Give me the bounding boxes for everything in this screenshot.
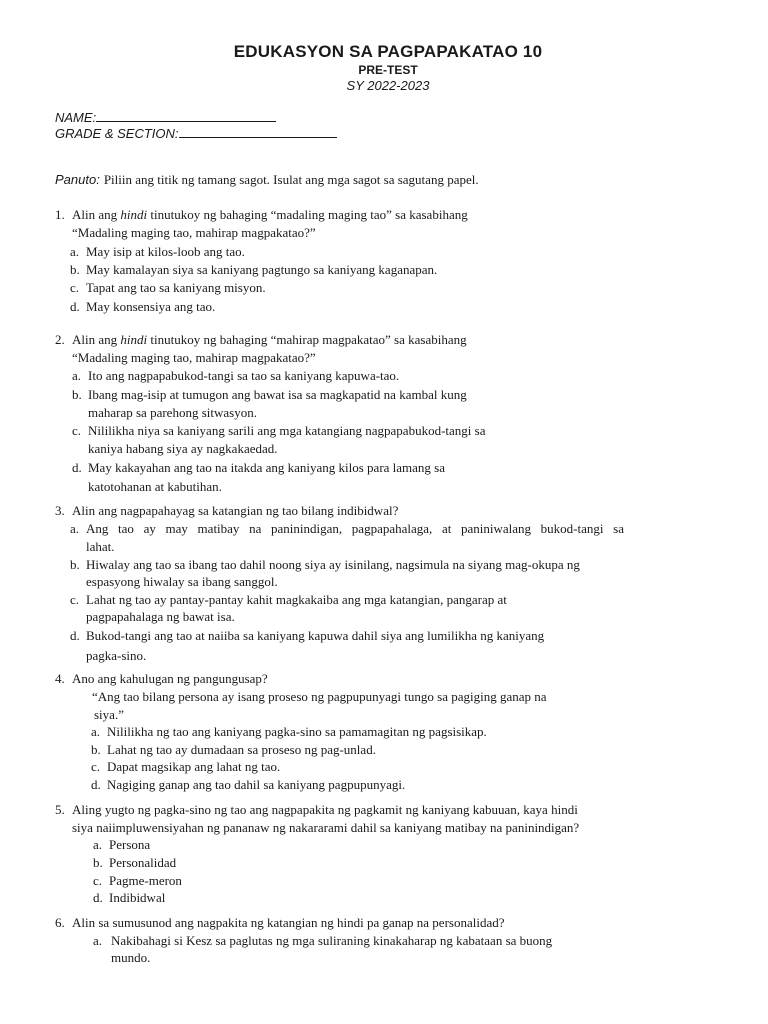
choice-text: May konsensiya ang tao.	[86, 299, 216, 314]
choice-text: Bukod-tangi ang tao at naiiba sa kaniyang kapuwa dahil siya ang lumilikha ng kaniyang	[86, 628, 545, 643]
choice-letter: d.	[70, 299, 80, 314]
question-stem: Alin ang nagpapahayag sa katangian ng tao bilang indibidwal?	[72, 503, 399, 518]
choice-text-cont: pagpapahalaga ng bawat isa.	[86, 609, 235, 624]
choice-letter: d.	[93, 890, 103, 905]
choice-letter: c.	[70, 592, 80, 607]
question-number: 3.	[55, 503, 65, 518]
choice-text-cont: kaniya habang siya ay nagkakaedad.	[88, 441, 278, 456]
choice-letter: d.	[91, 777, 101, 792]
choice-text: May isip at kilos-loob ang tao.	[86, 244, 245, 259]
choice-text: Lahat ng tao ay pantay-pantay kahit magkakaiba ang mga katangian, pangarap at	[86, 592, 507, 607]
test-type: PRE-TEST	[358, 63, 418, 77]
choice-letter: a.	[93, 933, 103, 948]
choice-text: Ibang mag-isip at tumugon ang bawat isa sa magkapatid na kambal kung	[88, 387, 467, 402]
choice-text-cont: lahat.	[86, 539, 115, 554]
choice-text: Lahat ng tao ay dumadaan sa proseso ng pag-unlad.	[107, 742, 376, 757]
grade-section-blank	[179, 125, 337, 138]
question-number: 5.	[55, 802, 65, 817]
question-stem: Ano ang kahulugan ng pangungusap?	[72, 671, 268, 686]
choice-text-cont: espasyong hiwalay sa ibang sanggol.	[86, 574, 278, 589]
choice-text: Tapat ang tao sa kaniyang misyon.	[86, 280, 266, 295]
name-label: NAME:	[55, 110, 97, 125]
question-stem-line2: siya naiimpluwensiyahan ng pananaw ng nakararami dahil sa kaniyang matibay na paninindigan?	[72, 820, 580, 835]
school-year: SY 2022-2023	[346, 78, 430, 93]
choice-text: Pagme-meron	[109, 873, 182, 888]
question-stem: Alin ang hindi tinutukoy ng bahaging “madaling maging tao” sa kasabihang	[72, 207, 468, 222]
choice-letter: b.	[72, 387, 82, 402]
choice-letter: c.	[91, 759, 101, 774]
choice-text: Nililikha ng tao ang kaniyang pagka-sino sa pamamagitan ng pagsisikap.	[107, 724, 487, 739]
choice-letter: b.	[93, 855, 103, 870]
question-stem: Alin sa sumusunod ang nagpakita ng katangian ng hindi pa ganap na personalidad?	[72, 915, 505, 930]
choice-text-cont: katotohanan at kabutihan.	[88, 479, 222, 494]
question-number: 4.	[55, 671, 65, 686]
choice-text: May kamalayan siya sa kaniyang pagtungo sa kaniyang kaganapan.	[86, 262, 438, 277]
choice-letter: c.	[93, 873, 103, 888]
choice-letter: a.	[70, 521, 80, 536]
choice-text-cont: mundo.	[111, 950, 151, 965]
choice-letter: b.	[91, 742, 101, 757]
instructions-text: Piliin ang titik ng tamang sagot. Isulat ang mga sagot sa sagutang papel.	[103, 172, 479, 187]
choice-text: Hiwalay ang tao sa ibang tao dahil noong siya ay isinilang, nagsimula na siyang mag-okupa ng	[86, 557, 580, 572]
question-stem-line2: “Madaling maging tao, mahirap magpakatao?”	[72, 225, 316, 240]
choice-letter: b.	[70, 557, 80, 572]
question-quote: “Ang tao bilang persona ay isang proseso ng pagpupunyagi tungo sa pagiging ganap na	[92, 689, 547, 704]
choice-text: Nakibahagi si Kesz sa paglutas ng mga suliraning kinakaharap ng kabataan sa buong	[111, 933, 553, 948]
question-stem-line2: “Madaling maging tao, mahirap magpakatao?”	[72, 350, 316, 365]
choice-letter: a.	[72, 368, 82, 383]
grade-section-label: GRADE & SECTION:	[55, 126, 179, 141]
question-stem: Aling yugto ng pagka-sino ng tao ang nagpapakita ng pagkamit ng kaniyang kabuuan, kaya hindi	[72, 802, 578, 817]
choice-text: Personalidad	[109, 855, 177, 870]
choice-text: Nililikha niya sa kaniyang sarili ang mga katangiang nagpapabukod-tangi sa	[88, 423, 486, 438]
name-field	[55, 109, 276, 125]
instructions-label: Panuto:	[55, 172, 100, 187]
question-number: 2.	[55, 332, 65, 347]
question-quote-cont: siya.”	[94, 707, 124, 722]
question-number: 6.	[55, 915, 65, 930]
grade-section-field	[55, 125, 337, 141]
choice-text: May kakayahan ang tao na itakda ang kaniyang kilos para lamang sa	[88, 460, 446, 475]
page-title: EDUKASYON SA PAGPAPAKATAO 10	[233, 42, 543, 61]
choice-text: Ang tao ay may matibay na paninindigan, pagpapahalaga, at paniniwalang bukod-tangi sa	[86, 521, 624, 536]
choice-text: Indibidwal	[109, 890, 166, 905]
choice-letter: b.	[70, 262, 80, 277]
choice-letter: d.	[72, 460, 82, 475]
choice-letter: a.	[91, 724, 101, 739]
choice-letter: d.	[70, 628, 80, 643]
choice-text: Persona	[109, 837, 151, 852]
choice-text: Nagiging ganap ang tao dahil sa kaniyang pagpupunyagi.	[107, 777, 406, 792]
choice-letter: a.	[70, 244, 80, 259]
choice-text-cont: pagka-sino.	[86, 648, 147, 663]
choice-letter: c.	[72, 423, 82, 438]
name-blank	[96, 109, 276, 122]
choice-text-cont: maharap sa parehong sitwasyon.	[88, 405, 257, 420]
choice-text: Dapat magsikap ang lahat ng tao.	[107, 759, 281, 774]
question-number: 1.	[55, 207, 65, 222]
instructions	[55, 171, 479, 189]
choice-letter: c.	[70, 280, 80, 295]
question-stem: Alin ang hindi tinutukoy ng bahaging “mahirap magpakatao” sa kasabihang	[72, 332, 467, 347]
choice-text: Ito ang nagpapabukod-tangi sa tao sa kaniyang kapuwa-tao.	[88, 368, 400, 383]
choice-letter: a.	[93, 837, 103, 852]
